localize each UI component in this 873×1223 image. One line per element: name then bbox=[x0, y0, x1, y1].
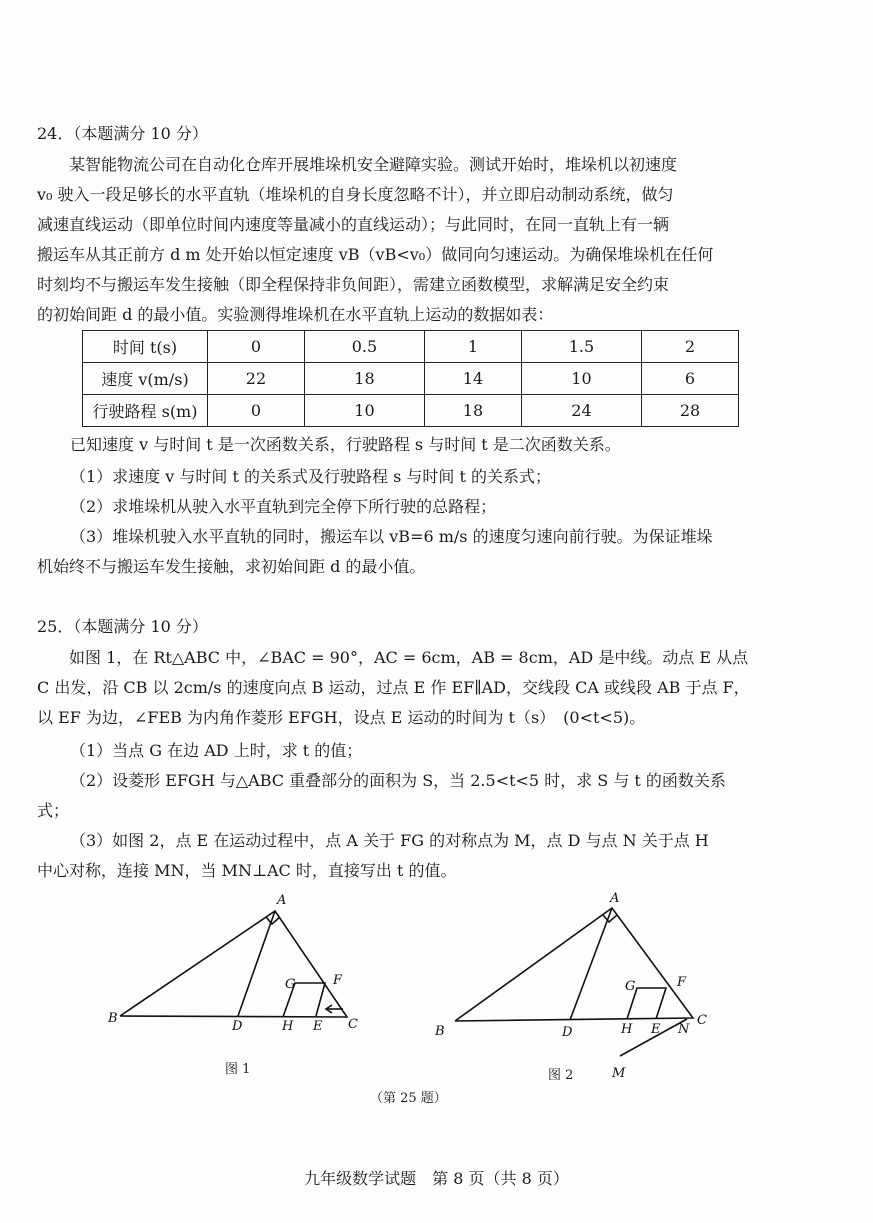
q25-sub2-cont: 式； bbox=[37, 801, 70, 820]
table-cell: 6 bbox=[642, 363, 739, 395]
label-e: E bbox=[651, 1022, 661, 1037]
figure-2 bbox=[425, 890, 725, 1084]
figure-2-svg bbox=[425, 890, 725, 1080]
figure-group-caption: （第 25 题） bbox=[370, 1091, 447, 1106]
table-cell: 1.5 bbox=[521, 331, 641, 363]
q25-header: 25．（本题满分 10 分） bbox=[37, 617, 208, 636]
right-angle-mark bbox=[603, 915, 617, 922]
q24-line: v₀ 驶入一段足够长的水平直轨（堆垛机的自身长度忽略不计），并立即启动制动系统，做匀 bbox=[37, 185, 674, 204]
table-row bbox=[83, 331, 739, 363]
label-g: G bbox=[625, 979, 636, 994]
table-cell: 28 bbox=[642, 395, 739, 427]
q24-sub3: （3）堆垛机驶入水平直轨的同时，搬运车以 vB=6 m/s 的速度匀速向前行驶。为保证堆垛 bbox=[70, 527, 713, 546]
table-cell: 行驶路程 s(m) bbox=[83, 395, 208, 427]
figure-2-caption: 图 2 bbox=[548, 1068, 574, 1083]
label-c: C bbox=[697, 1013, 707, 1028]
page-footer: 九年级数学试题 第 8 页（共 8 页） bbox=[304, 1169, 569, 1188]
q25-line: 如图 1，在 Rt△ABC 中，∠BAC = 90°，AC = 6cm，AB = 8cm，AD 是中线。动点 E 从点 bbox=[69, 648, 749, 667]
label-d: D bbox=[232, 1019, 243, 1034]
q24-known: 已知速度 v 与时间 t 是一次函数关系，行驶路程 s 与时间 t 是二次函数关系。 bbox=[70, 435, 621, 454]
q25-sub3-cont: 中心对称，连接 MN，当 MN⊥AC 时，直接写出 t 的值。 bbox=[37, 861, 457, 880]
label-n: N bbox=[678, 1022, 690, 1037]
label-b: B bbox=[435, 1024, 445, 1039]
table-cell: 0 bbox=[208, 331, 305, 363]
q24-data-table bbox=[82, 330, 739, 427]
q24-header: 24．（本题满分 10 分） bbox=[37, 124, 208, 143]
table-cell: 24 bbox=[521, 395, 641, 427]
label-c: C bbox=[348, 1017, 358, 1032]
q25-line: C 出发，沿 CB 以 2cm/s 的速度向点 B 运动，过点 E 作 EF∥AD，交线段 CA 或线段 AB 于点 F， bbox=[37, 678, 750, 697]
table-cell: 14 bbox=[425, 363, 522, 395]
table-cell: 速度 v(m/s) bbox=[83, 363, 208, 395]
median-ad bbox=[238, 911, 275, 1016]
label-f: F bbox=[333, 973, 343, 988]
figure-1 bbox=[100, 890, 380, 1044]
label-d: D bbox=[562, 1025, 573, 1040]
triangle-abc bbox=[120, 911, 347, 1017]
table-cell: 18 bbox=[425, 395, 522, 427]
table-cell: 10 bbox=[304, 395, 424, 427]
table-cell: 0.5 bbox=[304, 331, 424, 363]
q24-line: 的初始间距 d 的最小值。实验测得堆垛机在水平直轨上运动的数据如表： bbox=[37, 305, 554, 324]
label-g: G bbox=[285, 977, 296, 992]
label-e: E bbox=[313, 1019, 323, 1034]
figure-1-caption: 图 1 bbox=[225, 1062, 251, 1077]
q25-stem bbox=[37, 643, 767, 733]
table-cell: 10 bbox=[521, 363, 641, 395]
table-cell: 18 bbox=[304, 363, 424, 395]
q24-stem bbox=[37, 150, 767, 330]
table-row bbox=[83, 395, 739, 427]
table-cell: 1 bbox=[425, 331, 522, 363]
table-row bbox=[83, 363, 739, 395]
q25-sub1: （1）当点 G 在边 AD 上时，求 t 的值； bbox=[70, 741, 363, 760]
q25-sub3: （3）如图 2，点 E 在运动过程中，点 A 关于 FG 的对称点为 M，点 D 与点 N 关于点 H bbox=[70, 831, 709, 850]
q24-line: 时刻均不与搬运车发生接触（即全程保持非负间距），需建立函数模型，求解满足安全约束 bbox=[37, 275, 670, 294]
label-h: H bbox=[621, 1022, 633, 1037]
triangle-abc bbox=[455, 908, 693, 1021]
q24-sub3-cont: 机始终不与搬运车发生接触，求初始间距 d 的最小值。 bbox=[37, 557, 426, 576]
label-h: H bbox=[282, 1019, 294, 1034]
q25-line: 以 EF 为边，∠FEB 为内角作菱形 EFGH，设点 E 运动的时间为 t（s） (0<t<5)。 bbox=[37, 708, 646, 727]
q24-line: 搬运车从其正前方 d m 处开始以恒定速度 vB（vB<v₀）做同向匀速运动。为确保堆垛机在任何 bbox=[37, 245, 714, 264]
label-b: B bbox=[108, 1011, 118, 1026]
q25-sub2: （2）设菱形 EFGH 与△ABC 重叠部分的面积为 S，当 2.5<t<5 时，求 S 与 t 的函数关系 bbox=[70, 771, 726, 790]
q24-line: 某智能物流公司在自动化仓库开展堆垛机安全避障实验。测试开始时，堆垛机以初速度 bbox=[69, 155, 678, 174]
q24-line: 减速直线运动（即单位时间内速度等量减小的直线运动）；与此同时，在同一直轨上有一辆 bbox=[37, 215, 670, 234]
label-f: F bbox=[677, 975, 687, 990]
label-a: A bbox=[610, 891, 620, 906]
figure-1-svg bbox=[100, 890, 380, 1040]
q24-sub1: （1）求速度 v 与时间 t 的关系式及行驶路程 s 与时间 t 的关系式； bbox=[70, 467, 551, 486]
label-m: M bbox=[612, 1066, 626, 1080]
table-cell: 22 bbox=[208, 363, 305, 395]
table-cell: 2 bbox=[642, 331, 739, 363]
table-cell: 时间 t(s) bbox=[83, 331, 208, 363]
table-cell: 0 bbox=[208, 395, 305, 427]
q24-sub2: （2）求堆垛机从驶入水平直轨到完全停下所行驶的总路程； bbox=[70, 497, 497, 516]
median-ad bbox=[570, 908, 612, 1020]
label-a: A bbox=[277, 893, 287, 908]
